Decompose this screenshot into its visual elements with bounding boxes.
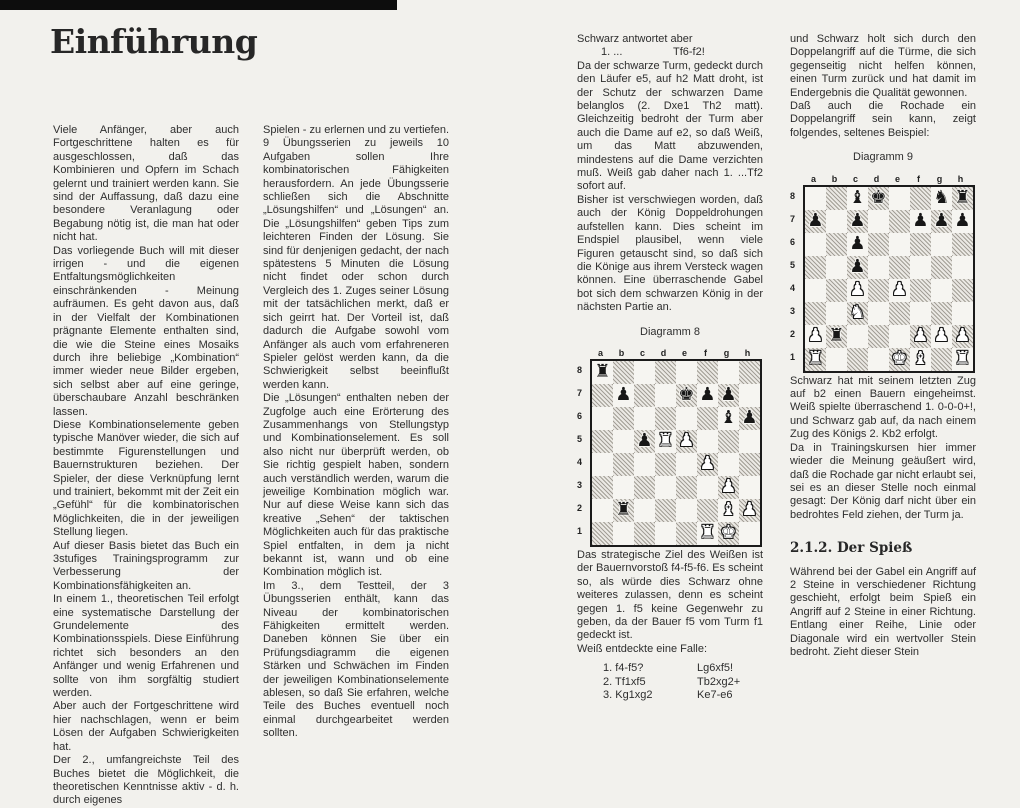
square-b4 — [613, 453, 634, 476]
square-h7 — [952, 210, 973, 233]
white-bishop-icon: ♝ — [720, 499, 737, 521]
square-a3 — [592, 476, 613, 499]
file-label-c: c — [639, 347, 645, 358]
white-pawn-icon: ♟ — [933, 325, 950, 347]
rank-label-2: 2 — [577, 502, 583, 513]
right-page-column-2 — [790, 33, 976, 659]
square-g5 — [718, 430, 739, 453]
diagram-8-caption: Diagramm 8 — [640, 325, 700, 338]
board-wrap — [577, 359, 763, 547]
square-c1 — [847, 348, 868, 371]
rank-label-1: 1 — [577, 525, 583, 536]
black-rook-icon: ♜ — [828, 325, 845, 347]
black-pawn-icon: ♟ — [933, 210, 950, 232]
chess-board — [590, 359, 762, 547]
square-h1 — [739, 522, 760, 545]
square-b1 — [613, 522, 634, 545]
square-g3 — [718, 476, 739, 499]
square-e2 — [676, 499, 697, 522]
paragraph: Die „Lösungen“ enthalten neben der Zugfolge auch eine Erörterung des Zusammenhangs von Stellungstyp und Kombinationselement. Es soll also nicht nur überprüft werden, ob Sie richtig gespielt haben, sondern auch verständlich werden, warum die jeweilige Kombination möglich war. Nur auf diese Weise kann sich das kreative „Sehen“ der taktischen Möglichkeiten auch für das praktische Spiel entfalten, in dem ja nicht bekannt ist, wann und ob eine Kombination möglich ist. — [263, 392, 449, 579]
square-b6 — [613, 407, 634, 430]
paragraph: Da der schwarze Turm, gedeckt durch den Läufer e5, auf h2 Matt droht, ist der Schutz der schwarzen Dame belanglos (2. Dxe1 Th2 matt). Gleichzeitig bedroht der Turm aber auch die Dame auf e2, so daß Weiß, um das Matt abzuwenden, mindestens auf die Dame verzichten muß. Weiß gab daher nach 1. ...Tf2 sofort auf. — [577, 59, 763, 193]
square-h8 — [739, 361, 760, 384]
square-a5 — [805, 256, 826, 279]
square-f2 — [697, 499, 718, 522]
square-f4 — [697, 453, 718, 476]
square-g3 — [931, 302, 952, 325]
chess-diagram-8 — [577, 347, 763, 547]
paragraph: Daß auch die Rochade ein Doppelangriff sein kann, zeigt folgendes, seltenes Beispiel: — [790, 100, 976, 139]
square-c6 — [847, 233, 868, 256]
rank-label-3: 3 — [790, 305, 796, 316]
square-b7 — [613, 384, 634, 407]
file-label-d: d — [660, 347, 667, 358]
black-pawn-icon: ♟ — [615, 384, 632, 406]
black-pawn-icon: ♟ — [636, 430, 653, 452]
square-e7 — [676, 384, 697, 407]
white-pawn-icon: ♟ — [741, 499, 758, 521]
square-e6 — [889, 233, 910, 256]
square-g7 — [931, 210, 952, 233]
square-f4 — [910, 279, 931, 302]
square-c7 — [634, 384, 655, 407]
white-rook-icon: ♜ — [954, 348, 971, 370]
white-pawn-icon: ♟ — [807, 325, 824, 347]
move-notation-line — [601, 46, 763, 59]
black-rook-icon: ♜ — [954, 187, 971, 209]
square-f5 — [910, 256, 931, 279]
square-h7 — [739, 384, 760, 407]
square-h4 — [739, 453, 760, 476]
file-label-b: b — [618, 347, 625, 358]
square-c3 — [634, 476, 655, 499]
square-e8 — [889, 187, 910, 210]
paragraph: und Schwarz holt sich durch den Doppelangriff auf die Türme, die sich gegenseitig nicht helfen können, einen Turm zurück und hat damit im Endergebnis die Qualität gewonnen. — [790, 33, 976, 99]
move-row — [603, 689, 763, 702]
square-f5 — [697, 430, 718, 453]
right-page-column-1 — [577, 33, 763, 702]
square-c2 — [847, 325, 868, 348]
square-d2 — [868, 325, 889, 348]
white-rook-icon: ♜ — [657, 430, 674, 452]
square-c8 — [634, 361, 655, 384]
square-g8 — [931, 187, 952, 210]
paragraph: Das vorliegende Buch will mit dieser irrigen - und die eigenen Entfaltungsmöglichkeiten einschränkenden - Meinung aufräumen. Es geht davon aus, daß in der Vielfalt der Kombinationen prägnante Elemente enthalten sind, die wie die Steine eines Mosaiks durch ihre beliebige „Kombination“ immer wieder neue Bilder ergeben, sich selbst aber auf eine geringe, überschaubare Anzahl beschränken lassen. — [53, 244, 239, 418]
left-page-column-2 — [263, 124, 449, 741]
rank-label-5: 5 — [577, 433, 583, 444]
white-knight-icon: ♞ — [849, 302, 866, 324]
rank-label-7: 7 — [790, 213, 796, 224]
square-c8 — [847, 187, 868, 210]
square-h1 — [952, 348, 973, 371]
square-a7 — [592, 384, 613, 407]
white-pawn-icon: ♟ — [699, 453, 716, 475]
black-move: Ke7-e6 — [697, 689, 733, 701]
paragraph: In einem 1., theoretischen Teil erfolgt eine systematische Darstellung der Grundelemente des Kombinationsspiels. Diese Einführung richtet sich besonders an den Anfänger und wenig Erfahrenen und sollte von ihm sorgfältig studiert werden. — [53, 593, 239, 700]
square-d8 — [655, 361, 676, 384]
square-e6 — [676, 407, 697, 430]
square-a4 — [805, 279, 826, 302]
paragraph: Auf dieser Basis bietet das Buch ein 3stufiges Trainingsprogramm zur Verbesserung der Kombinationsfähigkeiten an. — [53, 539, 239, 592]
square-g2 — [931, 325, 952, 348]
file-label-b: b — [831, 173, 838, 184]
square-a1 — [592, 522, 613, 545]
chess-diagram-9 — [790, 173, 976, 373]
square-b8 — [613, 361, 634, 384]
paragraph: Im 3., dem Testteil, der 3 Übungsserien enthält, kann das Niveau der kombinatorischen Fähigkeiten ermittelt werden. Daneben können Sie über ein Prüfungsdiagramm die eigenen Stärken und Schwächen im Finden der jeweiligen Kombinationselemente ablesen, so daß Sie erfahren, welche Teile des Buches eventuell noch einmal durchgearbeitet werden sollten. — [263, 579, 449, 740]
black-knight-icon: ♞ — [933, 187, 950, 209]
square-b3 — [613, 476, 634, 499]
file-label-h: h — [744, 347, 751, 358]
square-f1 — [697, 522, 718, 545]
left-page-column-1 — [53, 124, 239, 808]
square-e4 — [889, 279, 910, 302]
square-b8 — [826, 187, 847, 210]
white-move: 3. Kg1xg2 — [603, 689, 653, 701]
black-move: Tb2xg2+ — [697, 675, 741, 688]
square-a1 — [805, 348, 826, 371]
black-pawn-icon: ♟ — [807, 210, 824, 232]
square-h6 — [952, 233, 973, 256]
square-b2 — [613, 499, 634, 522]
paragraph: Schwarz hat mit seinem letzten Zug auf b2 einen Bauern eingeheimst. Weiß spielte überraschend 1. 0-0-0+!, und Schwarz gab auf, da nach einem Zug des Königs 2. Kb2 erfolgt. — [790, 374, 976, 441]
square-f6 — [697, 407, 718, 430]
chess-board — [803, 185, 975, 373]
square-d7 — [655, 384, 676, 407]
square-d4 — [655, 453, 676, 476]
white-king-icon: ♚ — [891, 348, 908, 370]
square-g1 — [718, 522, 739, 545]
white-pawn-icon: ♟ — [720, 476, 737, 498]
square-a8 — [805, 187, 826, 210]
square-d1 — [655, 522, 676, 545]
square-c4 — [634, 453, 655, 476]
white-move: 2. Tf1xf5 — [603, 675, 646, 688]
rank-label-8: 8 — [577, 364, 583, 375]
square-g6 — [718, 407, 739, 430]
black-move: Lg6xf5! — [697, 662, 734, 675]
square-b5 — [826, 256, 847, 279]
square-h6 — [739, 407, 760, 430]
intro-line: Schwarz antwortet aber — [577, 33, 693, 45]
square-h4 — [952, 279, 973, 302]
black-pawn-icon: ♟ — [699, 384, 716, 406]
square-h5 — [952, 256, 973, 279]
square-e1 — [676, 522, 697, 545]
square-f7 — [697, 384, 718, 407]
paragraph: Da in Trainingskursen hier immer wieder die Meinung geäußert wird, daß die Rochade gar nicht erlaubt sei, sei es an dieser Stelle noch einmal gesagt: Der König darf nicht über ein bedrohtes Feld ziehen, der Turm ja. — [790, 441, 976, 521]
rank-label-4: 4 — [790, 282, 796, 293]
rank-label-5: 5 — [790, 259, 796, 270]
paragraph: Bisher ist verschwiegen worden, daß auch der König Doppeldrohungen aufstellen kann. Dies scheint im Endspiel plausibel, wenn viele Figuren getauscht sind, so daß sich die Könige aus ihrem Versteck wagen können. Eine überraschende Gabel bot sich dem schwarzen König in der nächsten Partie an. — [577, 193, 763, 314]
file-label-g: g — [936, 173, 943, 184]
paragraph: Diese Kombinationselemente geben typische Manöver wieder, die sich auf bestimmte Figurenstellungen und Bauernstrukturen beziehen. Der Spieler, der diese Verknüpfung lernt und trainiert, bekommt mit der Zeit ein „Gefühl“ für die kombinatorischen Möglichkeiten, die in der jeweiligen Stellung liegen. — [53, 418, 239, 539]
square-h3 — [739, 476, 760, 499]
square-f3 — [697, 476, 718, 499]
square-e1 — [889, 348, 910, 371]
square-b6 — [826, 233, 847, 256]
file-label-c: c — [852, 173, 858, 184]
square-b4 — [826, 279, 847, 302]
square-d1 — [868, 348, 889, 371]
square-c4 — [847, 279, 868, 302]
black-bishop-icon: ♝ — [849, 187, 866, 209]
square-d4 — [868, 279, 889, 302]
black-pawn-icon: ♟ — [741, 407, 758, 429]
square-b5 — [613, 430, 634, 453]
square-b7 — [826, 210, 847, 233]
white-pawn-icon: ♟ — [912, 325, 929, 347]
square-h3 — [952, 302, 973, 325]
white-pawn-icon: ♟ — [891, 279, 908, 301]
square-a2 — [805, 325, 826, 348]
square-a6 — [592, 407, 613, 430]
square-d6 — [868, 233, 889, 256]
white-bishop-icon: ♝ — [912, 348, 929, 370]
square-g6 — [931, 233, 952, 256]
square-a5 — [592, 430, 613, 453]
white-rook-icon: ♜ — [807, 348, 824, 370]
square-a7 — [805, 210, 826, 233]
square-e2 — [889, 325, 910, 348]
square-e5 — [676, 430, 697, 453]
black-pawn-icon: ♟ — [849, 233, 866, 255]
square-g4 — [718, 453, 739, 476]
square-a2 — [592, 499, 613, 522]
black-rook-icon: ♜ — [594, 361, 611, 383]
square-f7 — [910, 210, 931, 233]
rank-labels — [577, 359, 590, 547]
file-label-f: f — [917, 173, 920, 184]
file-label-f: f — [704, 347, 707, 358]
square-d3 — [655, 476, 676, 499]
square-b3 — [826, 302, 847, 325]
black-bishop-icon: ♝ — [720, 407, 737, 429]
square-d8 — [868, 187, 889, 210]
rank-labels — [790, 185, 803, 373]
black-king-icon: ♚ — [870, 187, 887, 209]
black-pawn-icon: ♟ — [912, 210, 929, 232]
square-d5 — [655, 430, 676, 453]
square-a6 — [805, 233, 826, 256]
square-f6 — [910, 233, 931, 256]
rank-label-7: 7 — [577, 387, 583, 398]
black-pawn-icon: ♟ — [849, 256, 866, 278]
square-h8 — [952, 187, 973, 210]
file-label-e: e — [894, 173, 900, 184]
black-king-icon: ♚ — [678, 384, 695, 406]
square-h5 — [739, 430, 760, 453]
square-f3 — [910, 302, 931, 325]
file-label-a: a — [810, 173, 816, 184]
square-h2 — [739, 499, 760, 522]
falle-line: Weiß entdeckte eine Falle: — [577, 642, 708, 655]
move-number: 1. ... — [601, 46, 623, 59]
paragraph: Das strategische Ziel des Weißen ist der Bauernvorstoß f4-f5-f6. Es scheint so, als würde dies Schwarz ohne weiteres zulassen, denn es scheint gegen 1. f5 keine Gegenwehr zu geben, da der Bauer f5 vom Turm f1 gedeckt ist. — [577, 548, 763, 642]
white-pawn-icon: ♟ — [678, 430, 695, 452]
square-c3 — [847, 302, 868, 325]
square-d2 — [655, 499, 676, 522]
square-d7 — [868, 210, 889, 233]
rank-label-1: 1 — [790, 351, 796, 362]
square-g7 — [718, 384, 739, 407]
square-a8 — [592, 361, 613, 384]
rank-label-4: 4 — [577, 456, 583, 467]
square-c6 — [634, 407, 655, 430]
square-g8 — [718, 361, 739, 384]
white-pawn-icon: ♟ — [849, 279, 866, 301]
square-c1 — [634, 522, 655, 545]
white-rook-icon: ♜ — [699, 522, 716, 544]
square-d6 — [655, 407, 676, 430]
square-c5 — [634, 430, 655, 453]
square-c5 — [847, 256, 868, 279]
white-king-icon: ♚ — [720, 522, 737, 544]
black-rook-icon: ♜ — [615, 499, 632, 521]
square-e3 — [889, 302, 910, 325]
square-c7 — [847, 210, 868, 233]
square-b1 — [826, 348, 847, 371]
square-a4 — [592, 453, 613, 476]
move-row — [603, 676, 763, 689]
square-f8 — [910, 187, 931, 210]
square-g1 — [931, 348, 952, 371]
move-row — [603, 662, 763, 675]
paragraph: Während bei der Gabel ein Angriff auf 2 Steine in verschiedener Richtung geschieht, erfolgt beim Spieß ein Angriff auf 2 Steine in einer Richtung. Entlang einer Reihe, Linie oder Diagonale wird ein wertvoller Stein bedroht. Zieht dieser Stein — [790, 565, 976, 658]
file-labels — [803, 173, 976, 185]
move-text: Tf6-f2! — [673, 46, 705, 59]
file-label-g: g — [723, 347, 730, 358]
square-h2 — [952, 325, 973, 348]
rank-label-8: 8 — [790, 190, 796, 201]
rank-label-6: 6 — [577, 410, 583, 421]
square-e7 — [889, 210, 910, 233]
square-e8 — [676, 361, 697, 384]
rank-label-6: 6 — [790, 236, 796, 247]
page-title: Einführung — [50, 22, 258, 61]
square-g5 — [931, 256, 952, 279]
square-e3 — [676, 476, 697, 499]
square-f1 — [910, 348, 931, 371]
rank-label-3: 3 — [577, 479, 583, 490]
file-label-d: d — [873, 173, 880, 184]
file-label-a: a — [597, 347, 603, 358]
paragraph: Spielen - zu erlernen und zu vertiefen. 9 Übungsserien zu jeweils 10 Aufgaben sollen Ihre kombinatorischen Fähigkeiten herausfordern. An jede Übungsserie schließen sich die Abschnitte „Lösungshilfen“ und „Lösungen“ an. Die „Lösungshilfen“ geben Tips zum leichteren Finden der Lösung. Sie sind für denjenigen gedacht, der nach spätestens 5 Minuten die Lösung nicht findet oder schon durch Vergleich des 1. Zuges seiner Lösung mit der tatsächlichen merkt, daß er sich geirrt hat. Der Vorteil ist, daß dadurch die Aufgabe sowohl vom Anfänger als auch vom erfahreneren Spieler gelöst werden kann, da die Schwierigkeit selbst beeinflußt werden kann. — [263, 124, 449, 391]
square-e5 — [889, 256, 910, 279]
white-pawn-icon: ♟ — [954, 325, 971, 347]
black-pawn-icon: ♟ — [849, 210, 866, 232]
white-move: 1. f4-f5? — [603, 662, 644, 675]
black-pawn-icon: ♟ — [720, 384, 737, 406]
square-e4 — [676, 453, 697, 476]
file-label-e: e — [681, 347, 687, 358]
move-list — [603, 662, 763, 702]
square-d5 — [868, 256, 889, 279]
paragraph: Viele Anfänger, aber auch Fortgeschrittene halten es für ausgeschlossen, daß das Kombinieren und Opfern im Schach gelernt und trainiert werden kann. Sie sind der Auffassung, daß dazu eine besondere Veranlagung oder Begabung nötig ist, die man hat oder nicht hat. — [53, 124, 239, 244]
square-g2 — [718, 499, 739, 522]
paragraph: Aber auch der Fortgeschrittene wird hier nachschlagen, wenn er beim Lösen der Aufgaben Schwierigkeiten hat. — [53, 700, 239, 753]
rank-label-2: 2 — [790, 328, 796, 339]
scan-artifact-bar — [0, 0, 397, 10]
square-b2 — [826, 325, 847, 348]
square-f2 — [910, 325, 931, 348]
square-g4 — [931, 279, 952, 302]
square-a3 — [805, 302, 826, 325]
section-heading: 2.1.2. Der Spieß — [790, 540, 913, 557]
square-c2 — [634, 499, 655, 522]
board-wrap — [790, 185, 976, 373]
file-labels — [590, 347, 763, 359]
square-f8 — [697, 361, 718, 384]
file-label-h: h — [957, 173, 964, 184]
diagram-9-caption: Diagramm 9 — [853, 151, 913, 164]
black-pawn-icon: ♟ — [954, 210, 971, 232]
paragraph: Der 2., umfangreichste Teil des Buches bietet die Möglichkeit, die theoretischen Kenntnisse aktiv - d. h. durch eigenes — [53, 754, 239, 807]
square-d3 — [868, 302, 889, 325]
